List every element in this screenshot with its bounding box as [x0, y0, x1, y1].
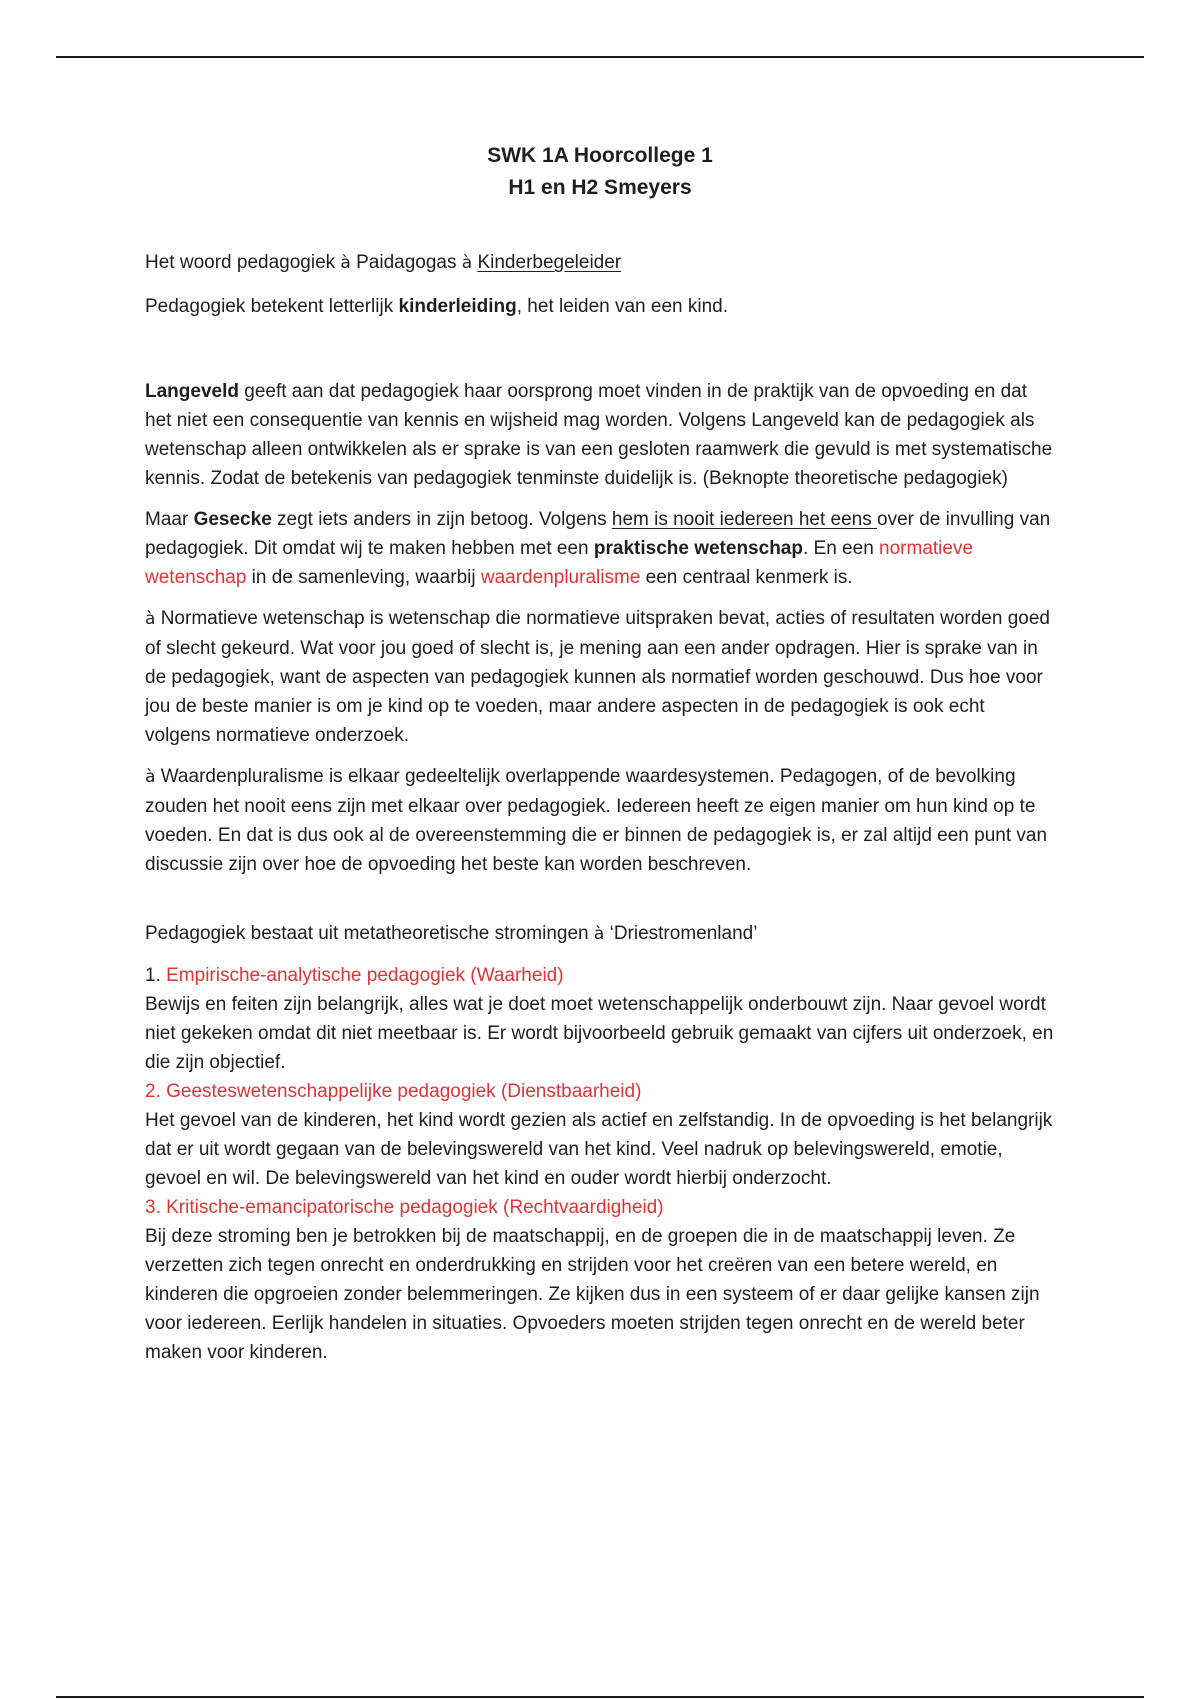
stream-heading — [145, 1077, 1055, 1106]
stream-item-geesteswetenschappelijk — [145, 1077, 1055, 1193]
text-segment: Maar — [145, 509, 194, 530]
stream-text: Het gevoel van de kinderen, het kind wordt gezien als actief en zelfstandig. In de opvoeding is het belangrijk dat er uit wordt gegaan van de belevingswereld van het kind. Veel nadruk op belevingswereld, emotie, gevoel en wil. De belevingswereld van het kind en ouder wordt hierbij onderzocht. — [145, 1110, 1053, 1189]
arrow-glyph: à — [145, 609, 156, 629]
stream-item-empirisch — [145, 961, 1055, 1077]
stream-item-kritisch — [145, 1193, 1055, 1367]
text-segment: een centraal kenmerk is. — [640, 567, 853, 588]
stream-heading — [145, 1193, 1055, 1222]
title-line-1: SWK 1A Hoorcollege 1 — [487, 144, 713, 167]
text-segment: . En een — [802, 538, 880, 559]
text-segment: geeft aan dat pedagogiek haar oorsprong moet vinden in de praktijk van de opvoeding en dat het niet een consequentie van kennis en wijsheid mag worden. Volgens Langeveld kan de pedagogiek als wetenschap alleen ontwikkelen als er sprake is van een gesloten raamwerk die gevuld is met systematische kennis. Zodat de betekenis van pedagogiek tenminste duidelijk is. (Beknopte theoretische pedagogiek) — [145, 381, 1053, 489]
arrow-glyph: à — [340, 253, 351, 273]
stream-number: 1. — [145, 965, 167, 986]
underlined-term: Kinderbegeleider — [477, 252, 622, 273]
stream-title: 3. Kritische-emancipatorische pedagogiek (Rechtvaardigheid) — [145, 1197, 664, 1218]
bold-term: kinderleiding — [398, 296, 517, 317]
title-line-2: H1 en H2 Smeyers — [508, 176, 692, 199]
paragraph-gesecke — [145, 505, 1055, 592]
text-segment: Paidagogas — [350, 252, 462, 273]
text-segment: Pedagogiek bestaat uit metatheoretische stromingen — [145, 923, 594, 944]
text-segment: , het leiden van een kind. — [516, 296, 729, 317]
stream-text: Bij deze stroming ben je betrokken bij de maatschappij, en de groepen die in de maatschappij leven. Ze verzetten zich tegen onrecht en onderdrukking en strijden voor het creëren van een betere wereld, en kinderen die opgroeien zonder belemmeringen. Ze kijken dus in een systeem of er daar gelijke kansen zijn voor iedereen. Eerlijk handelen in situaties. Opvoeders moeten strijden tegen onrecht en de wereld beter maken voor kinderen. — [145, 1226, 1040, 1363]
text-segment: ‘Driestromenland’ — [604, 923, 758, 944]
text-segment: zegt iets anders in zijn betoog. Volgens — [271, 509, 612, 530]
page-title — [0, 140, 1200, 204]
arrow-glyph: à — [593, 924, 605, 944]
paragraph-waardenpluralisme — [145, 762, 1055, 879]
bold-term: praktische wetenschap — [593, 538, 803, 559]
paragraph-normatieve — [145, 604, 1055, 750]
bottom-rule — [56, 1696, 1144, 1698]
paragraph-etymology — [145, 248, 1055, 278]
red-term: normatieve wetenschap — [145, 538, 974, 588]
stream-title: Empirische-analytische pedagogiek (Waarheid) — [166, 965, 564, 986]
document-body — [145, 140, 1055, 1367]
bold-term: Langeveld — [145, 381, 239, 402]
top-rule — [56, 56, 1144, 58]
text-segment: Pedagogiek betekent letterlijk — [145, 296, 399, 317]
text-segment: Normatieve wetenschap is wetenschap die normatieve uitspraken bevat, acties of resultaten worden goed of slecht gekeurd. Wat voor jou goed of slecht is, je mening aan een ander opdragen. Hier is sprake van in de pedagogiek, want de aspecten van pedagogiek kunnen als normatief worden geschouwd. Dus hoe voor jou de beste manier is om je kind op te voeden, maar andere aspecten in de pedagogiek is ook echt volgens normatieve onderzoek. — [145, 608, 1050, 746]
arrow-glyph: à — [461, 253, 473, 273]
stream-title: 2. Geesteswetenschappelijke pedagogiek (Dienstbaarheid) — [145, 1081, 642, 1102]
red-term: waardenpluralisme — [480, 567, 641, 588]
text-segment: over de invulling van pedagogiek. Dit omdat wij te maken hebben met een — [145, 509, 1051, 559]
paragraph-definition — [145, 292, 1055, 321]
paragraph-driestromenland — [145, 919, 1055, 949]
paragraph-langeveld — [145, 377, 1055, 493]
underlined-term: hem is nooit iedereen het eens — [611, 509, 877, 530]
arrow-glyph: à — [145, 767, 156, 787]
stream-heading — [145, 961, 1055, 990]
stream-text: Bewijs en feiten zijn belangrijk, alles wat je doet moet wetenschappelijk onderbouwt zijn. Naar gevoel wordt niet gekeken omdat dit niet meetbaar is. Er wordt bijvoorbeeld gebruik gemaakt van cijfers uit onderzoek, en die zijn objectief. — [145, 994, 1054, 1073]
bold-term: Gesecke — [193, 509, 272, 530]
streams-list — [145, 961, 1055, 1367]
text-segment: Het woord pedagogiek — [145, 252, 341, 273]
text-segment: Waardenpluralisme is elkaar gedeeltelijk overlappende waardesystemen. Pedagogen, of de bevolking zouden het nooit eens zijn met elkaar over pedagogiek. Iedereen heeft ze eigen manier om hun kind op te voeden. En dat is dus ook al de overeenstemming die er binnen de pedagogiek is, er zal altijd een punt van discussie zijn over hoe de opvoeding het beste kan worden beschreven. — [145, 766, 1048, 875]
text-segment: in de samenleving, waarbij — [246, 567, 481, 588]
